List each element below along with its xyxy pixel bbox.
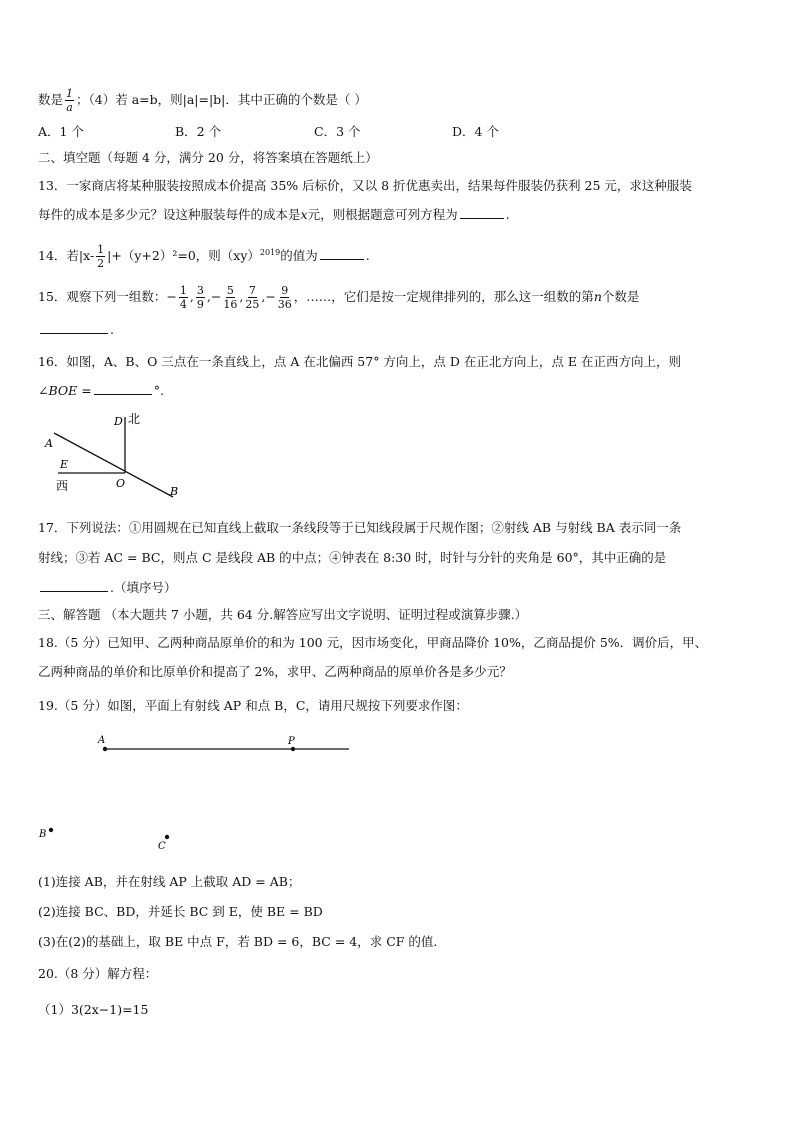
q15-term-1: $\frac{1}{4}$ bbox=[179, 284, 187, 311]
q15-term-3: $\frac{5}{16}$ bbox=[223, 284, 238, 311]
label-a: A bbox=[98, 735, 106, 746]
q12-option-b: B．2 个 bbox=[175, 124, 222, 139]
q15-answer-blank[interactable] bbox=[40, 332, 108, 334]
q17-answer-blank[interactable] bbox=[40, 590, 108, 592]
q19-step2: (2)连接 BC、BD，并延长 BC 到 E，使 BE = BD bbox=[38, 904, 323, 919]
q20-line1: 20.（8 分）解方程： bbox=[38, 966, 158, 981]
q15: 15．观察下列一组数：− $\frac{1}{4}$ , $\frac{3}{9}$ ,− $\frac{5}{16}$ , $\frac{7}{25}$ ,− $\frac{9}{36}$ ，……，它们是按一定规律排列的，那么这一组数的第n个数是 bbox=[38, 284, 640, 311]
point-a bbox=[103, 747, 107, 751]
label-west: 西 bbox=[56, 479, 69, 493]
label-p: P bbox=[288, 736, 295, 747]
q16-line1: 16．如图，A、B、O 三点在一条直线上，点 A 在北偏西 57° 方向上，点 D 在正北方向上，点 E 在正西方向上，则 bbox=[38, 354, 681, 369]
q12-option-d: D．4 个 bbox=[452, 124, 499, 139]
label-d: D bbox=[114, 415, 123, 428]
q17-line1: 17．下列说法：①用圆规在已知直线上截取一条线段等于已知线段属于尺规作图；②射线 AB 与射线 BA 表示同一条 bbox=[38, 520, 682, 535]
label-b: B bbox=[170, 485, 179, 498]
q12-option-a: A．1 个 bbox=[38, 124, 84, 139]
label-north: 北 bbox=[128, 412, 141, 426]
q15-term-2: $\frac{3}{9}$ bbox=[196, 284, 204, 311]
q19-line1: 19.（5 分）如图，平面上有射线 AP 和点 B，C，请用尺规按下列要求作图： bbox=[38, 698, 468, 713]
q19-step1: (1)连接 AB，并在射线 AP 上截取 AD = AB； bbox=[38, 874, 301, 889]
q15-line2: . bbox=[38, 324, 114, 337]
q15-term-5: $\frac{9}{36}$ bbox=[277, 284, 292, 311]
q14: 14．若|x- $\frac{1}{2}$ |+（y+2）²=0，则（xy）$^{2019}$的值为 . bbox=[38, 243, 370, 270]
q12-tail bbox=[38, 88, 367, 113]
label-e: E bbox=[60, 458, 69, 471]
q13-line1: 13．一家商店将某种服装按照成本价提高 35% 后标价，又以 8 折优惠卖出，结果每件服装仍获利 25 元，求这种服装 bbox=[38, 178, 692, 193]
label-o: O bbox=[116, 477, 126, 490]
point-p bbox=[291, 747, 295, 751]
line-ab bbox=[54, 433, 173, 497]
q18-line1: 18.（5 分）已知甲、乙两种商品原单价的和为 100 元，因市场变化，甲商品降价 10%，乙商品提价 5%．调价后，甲、 bbox=[38, 635, 708, 650]
q12-post: ；（4）若 a=b，则|a|=|b|．其中正确的个数是（ ） bbox=[76, 92, 367, 107]
q15-sequence: − $\frac{1}{4}$ , $\frac{3}{9}$ ,− $\frac{5}{16}$ , $\frac{7}{25}$ ,− $\frac{9}{36}$ bbox=[166, 284, 292, 311]
label-c: C bbox=[158, 841, 166, 852]
q16-answer-blank[interactable] bbox=[94, 393, 152, 395]
section-3-heading: 三、解答题 （本大题共 7 小题，共 64 分.解答应写出文字说明、证明过程或演算步骤.） bbox=[38, 607, 528, 622]
q18-line2: 乙两种商品的单价和比原单价和提高了 2%，求甲、乙两种商品的原单价各是多少元？ bbox=[38, 664, 512, 679]
q12-option-c: C．3 个 bbox=[314, 124, 361, 139]
q16-line2: ∠BOE = °. bbox=[38, 383, 164, 398]
q17-line3: .（填序号） bbox=[38, 582, 176, 595]
q14-answer-blank[interactable] bbox=[320, 258, 364, 260]
q12-fraction: $\frac{1}{a}$ bbox=[66, 87, 74, 114]
q13-answer-blank[interactable] bbox=[460, 217, 504, 219]
q15-term-4: $\frac{7}{25}$ bbox=[245, 284, 260, 311]
label-b: B bbox=[39, 829, 47, 840]
point-c bbox=[165, 835, 169, 839]
q20-eq1: （1）3(2x−1)=15 bbox=[38, 1002, 149, 1017]
figure-16 bbox=[38, 405, 188, 505]
q13-line2: 每件的成本是多少元？设这种服装每件的成本是x元，则根据题意可列方程为 . bbox=[38, 207, 510, 222]
q14-fraction: $\frac{1}{2}$ bbox=[97, 243, 105, 270]
figure-19 bbox=[36, 730, 366, 855]
q17-line2: 射线；③若 AC = BC，则点 C 是线段 AB 的中点；④钟表在 8:30 时，时针与分针的夹角是 60°，其中正确的是 bbox=[38, 550, 667, 565]
section-2-heading: 二、填空题（每题 4 分，满分 20 分，将答案填在答题纸上） bbox=[38, 150, 378, 165]
q12-pre: 数是 bbox=[38, 92, 64, 107]
q19-step3: (3)在(2)的基础上，取 BE 中点 F，若 BD = 6，BC = 4，求 CF 的值. bbox=[38, 934, 438, 949]
point-b bbox=[49, 828, 53, 832]
label-a: A bbox=[45, 437, 53, 450]
